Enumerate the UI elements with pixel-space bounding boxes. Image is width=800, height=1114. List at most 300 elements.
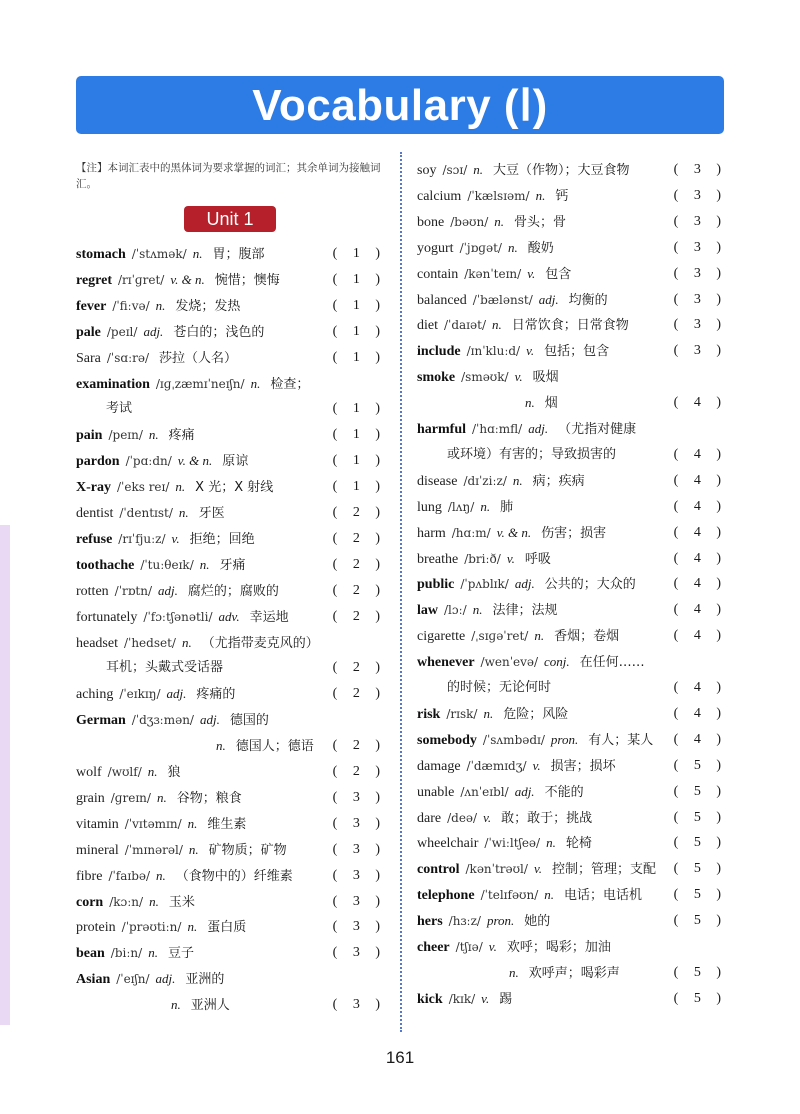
- unit-number: ( 3 ): [673, 343, 727, 359]
- phonetic: /ˈeks reɪ/: [117, 480, 170, 495]
- headword: telephone: [417, 888, 475, 904]
- unit-number: ( 4 ): [673, 524, 727, 540]
- vocab-entry: [76, 709, 386, 731]
- phonetic: /tʃɪə/: [455, 940, 483, 954]
- part-of-speech: n.: [534, 628, 545, 644]
- phonetic: /ˈhɑːmfl/: [472, 422, 523, 436]
- part-of-speech: n.: [483, 705, 494, 721]
- meaning: 德国人；德语: [235, 739, 314, 755]
- unit-number: ( 4 ): [673, 731, 727, 747]
- part-of-speech: n.: [155, 297, 166, 313]
- headword: risk: [417, 706, 441, 722]
- phonetic: /ˈbælənst/: [472, 292, 533, 307]
- vocab-entry: [417, 884, 727, 906]
- vocab-entry: [417, 263, 727, 285]
- page-title: Vocabulary (Ⅰ): [252, 80, 548, 130]
- meaning: 发烧；发热: [175, 298, 241, 314]
- phonetic: /ˈfɔːtʃənətli/: [143, 609, 213, 624]
- headword: examination: [76, 376, 150, 392]
- headword: cheer: [417, 940, 450, 955]
- part-of-speech: n.: [494, 213, 505, 229]
- vocab-entry: [417, 366, 727, 388]
- phonetic: /ˈjɒɡət/: [459, 240, 502, 255]
- part-of-speech: n.: [199, 556, 210, 572]
- part-of-speech: v.: [532, 757, 541, 773]
- vocab-entry: [417, 651, 727, 673]
- vocab-entry: [76, 683, 386, 705]
- meaning: 亚洲的: [185, 972, 225, 988]
- unit-number: ( 3 ): [332, 997, 386, 1013]
- headword: somebody: [417, 732, 477, 748]
- vocab-entry: [76, 580, 386, 602]
- part-of-speech: n.: [156, 867, 166, 883]
- headword: public: [417, 577, 455, 593]
- vocab-entry: [417, 211, 727, 233]
- vocab-entry: [76, 347, 386, 369]
- meaning: 肺: [500, 499, 514, 515]
- meaning: 幸运地: [249, 609, 289, 625]
- part-of-speech: adj.: [158, 582, 178, 598]
- unit-number: ( 3 ): [673, 317, 727, 333]
- phonetic: /ˈsʌmbədɪ/: [482, 732, 545, 747]
- headword: bean: [76, 946, 105, 962]
- vocab-entry: [417, 832, 727, 854]
- continuation-content: [76, 998, 230, 1013]
- unit-number: ( 3 ): [673, 187, 727, 203]
- phonetic: /kɔːn/: [109, 894, 144, 909]
- headword: hers: [417, 914, 443, 930]
- side-tab-strip: [0, 525, 10, 1025]
- part-of-speech: n.: [192, 246, 203, 261]
- headword: law: [417, 603, 438, 619]
- vocab-entry: [417, 755, 727, 777]
- unit-number: ( 3 ): [673, 265, 727, 281]
- vocab-entry: [76, 554, 386, 576]
- phonetic: /hɜːz/: [448, 914, 481, 929]
- meaning: 公共的；大众的: [544, 577, 636, 593]
- phonetic: /lɔː/: [444, 603, 467, 618]
- part-of-speech: adj.: [514, 783, 535, 799]
- part-of-speech: n.: [181, 634, 192, 650]
- part-of-speech: n.: [147, 764, 158, 779]
- meaning: 或环境）有害的；导致损害的: [447, 446, 617, 462]
- unit-number: ( 4 ): [673, 705, 727, 721]
- meaning: 胃；腹部: [212, 247, 265, 262]
- meaning: 莎拉（人名）: [159, 350, 238, 366]
- phonetic: /rɪˈɡret/: [118, 272, 165, 287]
- phonetic: /rɪsk/: [446, 706, 478, 721]
- headword: vitamin: [76, 816, 119, 832]
- headword: kick: [417, 991, 443, 1007]
- unit-badge: Unit 1: [184, 206, 276, 232]
- headword: diet: [417, 318, 438, 334]
- part-of-speech: v.: [506, 550, 515, 566]
- headword: stomach: [76, 247, 126, 262]
- part-of-speech: n.: [480, 498, 491, 514]
- headword: harm: [417, 525, 446, 541]
- vocab-entry: [76, 632, 386, 654]
- headword: calcium: [417, 188, 462, 204]
- meaning: 原谅: [222, 454, 249, 470]
- unit-number: ( 3 ): [673, 239, 727, 255]
- part-of-speech: n.: [544, 887, 555, 903]
- meaning: 踢: [499, 991, 513, 1007]
- vocab-entry: [417, 522, 727, 544]
- meaning: 欢呼声；喝彩声: [528, 965, 620, 981]
- vocab-entry: [417, 470, 727, 492]
- vocab-entry: [417, 314, 727, 336]
- vocab-entry: [76, 450, 386, 472]
- meaning: 矿物质；矿物: [208, 842, 287, 858]
- part-of-speech: adj.: [528, 421, 549, 436]
- part-of-speech: adj.: [514, 576, 535, 592]
- vocab-entry: [76, 942, 386, 964]
- continuation-content: [76, 401, 132, 416]
- vocab-entry: [417, 340, 727, 362]
- unit-number: ( 4 ): [673, 446, 727, 462]
- phonetic: /rɪˈfjuːz/: [118, 531, 166, 546]
- headword: fortunately: [76, 609, 138, 625]
- part-of-speech: n.: [250, 375, 261, 391]
- unit-number: ( 2 ): [332, 608, 386, 624]
- part-of-speech: pron.: [486, 913, 515, 929]
- phonetic: /ɡreɪn/: [110, 790, 151, 805]
- phonetic: /ˈvɪtəmɪn/: [124, 816, 182, 831]
- meaning: 蛋白质: [207, 920, 247, 936]
- part-of-speech: n.: [546, 835, 556, 851]
- headword: yogurt: [417, 240, 454, 256]
- unit-number: ( 1 ): [332, 323, 386, 339]
- headword: mineral: [76, 842, 119, 858]
- vocab-entry: [76, 424, 386, 446]
- phonetic: /ˈdentɪst/: [119, 506, 173, 520]
- vocab-entry: [76, 787, 386, 809]
- meaning: 豆子: [167, 946, 194, 962]
- part-of-speech: v.: [483, 809, 492, 825]
- meaning: 钙: [555, 188, 569, 204]
- unit-number: ( 4 ): [673, 602, 727, 618]
- headword: include: [417, 344, 461, 360]
- vocab-entry-continuation: [417, 962, 727, 984]
- vocab-entry: [417, 988, 727, 1010]
- vocab-entry: [417, 289, 727, 311]
- vocab-entry: [76, 813, 386, 835]
- unit-number: ( 5 ): [673, 835, 727, 851]
- vocab-entry: [417, 703, 727, 725]
- vocab-entry: [76, 295, 386, 317]
- part-of-speech: adv.: [218, 608, 240, 624]
- vocab-entry-continuation: [417, 392, 727, 414]
- unit-number: ( 4 ): [673, 472, 727, 488]
- phonetic: /ˈfaɪbə/: [108, 868, 151, 883]
- vocab-entry: [417, 729, 727, 751]
- part-of-speech: n.: [512, 472, 523, 488]
- unit-number: ( 3 ): [673, 213, 727, 229]
- unit-number: ( 2 ): [332, 738, 386, 754]
- meaning: 轮椅: [565, 836, 592, 852]
- phonetic: /briːð/: [464, 551, 501, 566]
- unit-number: ( 3 ): [332, 945, 386, 961]
- unit-number: ( 5 ): [673, 757, 727, 773]
- meaning: 法律；法规: [492, 603, 558, 619]
- phonetic: /sməʊk/: [461, 370, 509, 385]
- unit-number: ( 3 ): [332, 867, 386, 883]
- unit-number: ( 1 ): [332, 246, 386, 261]
- vocab-entry: [76, 243, 386, 265]
- phonetic: /hɑːm/: [451, 525, 491, 540]
- unit-number: ( 2 ): [332, 686, 386, 702]
- vocab-entry: [76, 373, 386, 395]
- headword: Sara: [76, 350, 101, 366]
- unit-number: ( 5 ): [673, 861, 727, 877]
- unit-number: ( 5 ): [673, 990, 727, 1006]
- part-of-speech: n.: [507, 239, 518, 255]
- headword: X-ray: [76, 480, 111, 496]
- headword: disease: [417, 473, 458, 489]
- meaning: 包括；包含: [544, 344, 610, 360]
- unit-number: ( 1 ): [332, 297, 386, 313]
- headword: cigarette: [417, 629, 466, 645]
- continuation-content: [417, 447, 616, 462]
- meaning: 德国的: [229, 713, 269, 729]
- meaning: 考试: [106, 401, 133, 417]
- phonetic: /ˈdæmɪdʒ/: [466, 758, 527, 773]
- headword: wolf: [76, 765, 102, 780]
- phonetic: /ˈhedset/: [123, 635, 176, 650]
- meaning: 耳机；头戴式受话器: [106, 660, 224, 676]
- part-of-speech: v.: [527, 265, 536, 281]
- phonetic: /ˈdʒɜːmən/: [131, 713, 194, 728]
- unit-number: ( 4 ): [673, 395, 727, 411]
- vocab-entry: [76, 891, 386, 913]
- unit-number: ( 3 ): [332, 789, 386, 805]
- phonetic: /ˈeɪʃn/: [116, 972, 150, 987]
- meaning: 呼吸: [524, 551, 551, 567]
- headword: pardon: [76, 454, 120, 470]
- meaning: 疼痛的: [196, 687, 236, 703]
- headword: whenever: [417, 655, 475, 671]
- headword: rotten: [76, 583, 109, 599]
- meaning: 检查；: [270, 376, 310, 392]
- meaning: （尤指带麦克风的）: [201, 635, 319, 651]
- part-of-speech: n.: [188, 841, 199, 857]
- part-of-speech: n.: [472, 602, 483, 618]
- vocab-entry: [417, 781, 727, 803]
- part-of-speech: v.: [533, 861, 543, 877]
- meaning: 欢呼；喝彩；加油: [506, 940, 611, 955]
- headword: corn: [76, 894, 104, 910]
- unit-number: ( 1 ): [332, 401, 386, 417]
- part-of-speech: adj.: [538, 291, 559, 307]
- vocab-entry-continuation: [76, 657, 386, 679]
- part-of-speech: n.: [535, 187, 546, 203]
- phonetic: /kɪk/: [448, 991, 476, 1006]
- vocab-entry: [76, 761, 386, 783]
- unit-number: ( 4 ): [673, 550, 727, 566]
- phonetic: /ˈkælsɪəm/: [467, 188, 530, 203]
- meaning: 在任何……: [579, 655, 645, 671]
- phonetic: /ˈmɪnərəl/: [124, 842, 183, 857]
- headword: damage: [417, 758, 461, 774]
- continuation-content: [76, 660, 223, 675]
- phonetic: /ˈstʌmək/: [131, 247, 187, 261]
- vocab-entry: [417, 807, 727, 829]
- vocab-entry: [417, 858, 727, 880]
- meaning: X 光；X 射线: [195, 480, 274, 496]
- phonetic: /ˈtuːθeɪk/: [140, 557, 194, 572]
- continuation-content: [76, 739, 314, 754]
- headword: harmful: [417, 422, 466, 437]
- phonetic: /wenˈevə/: [480, 655, 539, 670]
- vocab-entry: [417, 910, 727, 932]
- phonetic: /wʊlf/: [107, 765, 142, 779]
- phonetic: /peɪn/: [108, 428, 143, 443]
- continuation-content: [417, 396, 558, 411]
- unit-number: ( 2 ): [332, 764, 386, 779]
- vocab-entry-continuation: [417, 444, 727, 466]
- column-divider: [400, 152, 402, 1032]
- meaning: 均衡的: [568, 292, 608, 308]
- phonetic: /ɪɡˌzæmɪˈneɪʃn/: [155, 376, 245, 391]
- part-of-speech: pron.: [550, 731, 579, 747]
- unit-number: ( 1 ): [332, 453, 386, 469]
- unit-number: ( 5 ): [673, 809, 727, 825]
- headword: bone: [417, 214, 445, 230]
- meaning: 维生素: [207, 816, 247, 832]
- vocab-entry: [76, 528, 386, 550]
- phonetic: /dɪˈziːz/: [463, 473, 507, 488]
- vocab-entry: [76, 476, 386, 498]
- phonetic: /ˈprəʊtiːn/: [121, 920, 182, 935]
- part-of-speech: n.: [187, 815, 198, 831]
- phonetic: /ˈtelɪfəʊn/: [480, 888, 539, 903]
- phonetic: /ʌnˈeɪbl/: [460, 784, 509, 799]
- headword: soy: [417, 163, 437, 178]
- vocab-entry: [417, 573, 727, 595]
- part-of-speech: conj.: [544, 654, 570, 670]
- part-of-speech: n.: [473, 162, 484, 177]
- unit-number: ( 1 ): [332, 349, 386, 365]
- continuation-content: [417, 680, 551, 695]
- part-of-speech: n.: [149, 893, 159, 909]
- phonetic: /peɪl/: [106, 324, 138, 339]
- unit-number: ( 1 ): [332, 427, 386, 443]
- continuation-content: [417, 966, 620, 981]
- part-of-speech: v. & n.: [170, 271, 205, 287]
- part-of-speech: n.: [156, 789, 167, 805]
- vocab-entry: [76, 916, 386, 938]
- vocab-entry: [417, 185, 727, 207]
- vocab-entry: [417, 496, 727, 518]
- headword: wheelchair: [417, 836, 479, 852]
- unit-number: ( 5 ): [673, 913, 727, 929]
- page-number: 161: [385, 1048, 415, 1067]
- meaning: 疼痛: [168, 428, 195, 444]
- phonetic: /biːn/: [110, 946, 143, 961]
- headword: aching: [76, 687, 114, 703]
- meaning: 电话；电话机: [564, 888, 643, 904]
- meaning: 有人；某人: [588, 732, 654, 748]
- vocab-entry: [76, 839, 386, 861]
- headword: regret: [76, 272, 113, 288]
- headword: toothache: [76, 557, 135, 573]
- part-of-speech: adj.: [199, 712, 220, 728]
- phonetic: /sɔɪ/: [442, 163, 468, 177]
- meaning: 危险；风险: [503, 706, 569, 722]
- phonetic: /kənˈteɪn/: [464, 266, 522, 281]
- headword: grain: [76, 790, 105, 806]
- headword: dare: [417, 810, 442, 826]
- meaning: 烟: [544, 396, 558, 412]
- phonetic: /ɪnˈkluːd/: [466, 344, 521, 359]
- part-of-speech: n.: [148, 427, 159, 443]
- meaning: 牙痛: [219, 557, 246, 573]
- part-of-speech: v.: [488, 939, 497, 954]
- unit-number: ( 2 ): [332, 660, 386, 676]
- part-of-speech: v.: [481, 990, 490, 1006]
- headword: pale: [76, 324, 101, 340]
- meaning: 香烟；卷烟: [554, 629, 620, 645]
- vocab-entry: [417, 548, 727, 570]
- vocab-entry: [417, 599, 727, 621]
- phonetic: /bəʊn/: [450, 214, 489, 229]
- phonetic: /deə/: [447, 810, 478, 825]
- part-of-speech: v. & n.: [177, 453, 213, 469]
- vocab-entry: [417, 418, 727, 440]
- meaning: 吸烟: [532, 370, 559, 386]
- vocab-entry-continuation: [76, 398, 386, 420]
- headword: German: [76, 713, 126, 729]
- unit-number: ( 4 ): [673, 498, 727, 514]
- vocab-entry: [76, 269, 386, 291]
- vocab-entry: [76, 606, 386, 628]
- headword: pain: [76, 428, 103, 444]
- part-of-speech: n.: [178, 505, 189, 520]
- unit-number: ( 5 ): [673, 783, 727, 799]
- vocab-entry-continuation: [76, 735, 386, 757]
- unit-number: ( 2 ): [332, 530, 386, 546]
- unit-number: ( 2 ): [332, 556, 386, 572]
- unit-number: ( 4 ): [673, 680, 727, 695]
- headword: balanced: [417, 292, 467, 308]
- headword: contain: [417, 266, 459, 282]
- meaning: 病；疾病: [532, 473, 585, 489]
- meaning: 牙医: [198, 506, 225, 521]
- phonetic: /ˈpɑːdn/: [125, 454, 172, 469]
- headword: breathe: [417, 551, 459, 567]
- meaning: 她的: [524, 914, 551, 930]
- part-of-speech: n.: [491, 317, 502, 333]
- part-of-speech: n.: [216, 738, 226, 754]
- phonetic: /ˈrɒtn/: [114, 583, 153, 598]
- unit-number: ( 1 ): [332, 479, 386, 495]
- meaning: 控制；管理；支配: [552, 862, 657, 878]
- vocab-entry: [76, 502, 386, 524]
- part-of-speech: n.: [525, 395, 535, 411]
- unit-number: ( 1 ): [332, 271, 386, 287]
- meaning: 伤害；损害: [541, 525, 607, 541]
- headword: lung: [417, 499, 442, 515]
- meaning: （尤指对健康: [558, 422, 637, 437]
- headword: fever: [76, 298, 107, 314]
- phonetic: /ˈfiːvə/: [112, 298, 150, 313]
- part-of-speech: n.: [148, 945, 158, 961]
- meaning: 腐烂的；腐败的: [187, 583, 279, 599]
- meaning: 酸奶: [527, 240, 554, 256]
- vocab-entry: [417, 237, 727, 259]
- unit-number: ( 3 ): [332, 841, 386, 857]
- vocab-entry: [76, 865, 386, 887]
